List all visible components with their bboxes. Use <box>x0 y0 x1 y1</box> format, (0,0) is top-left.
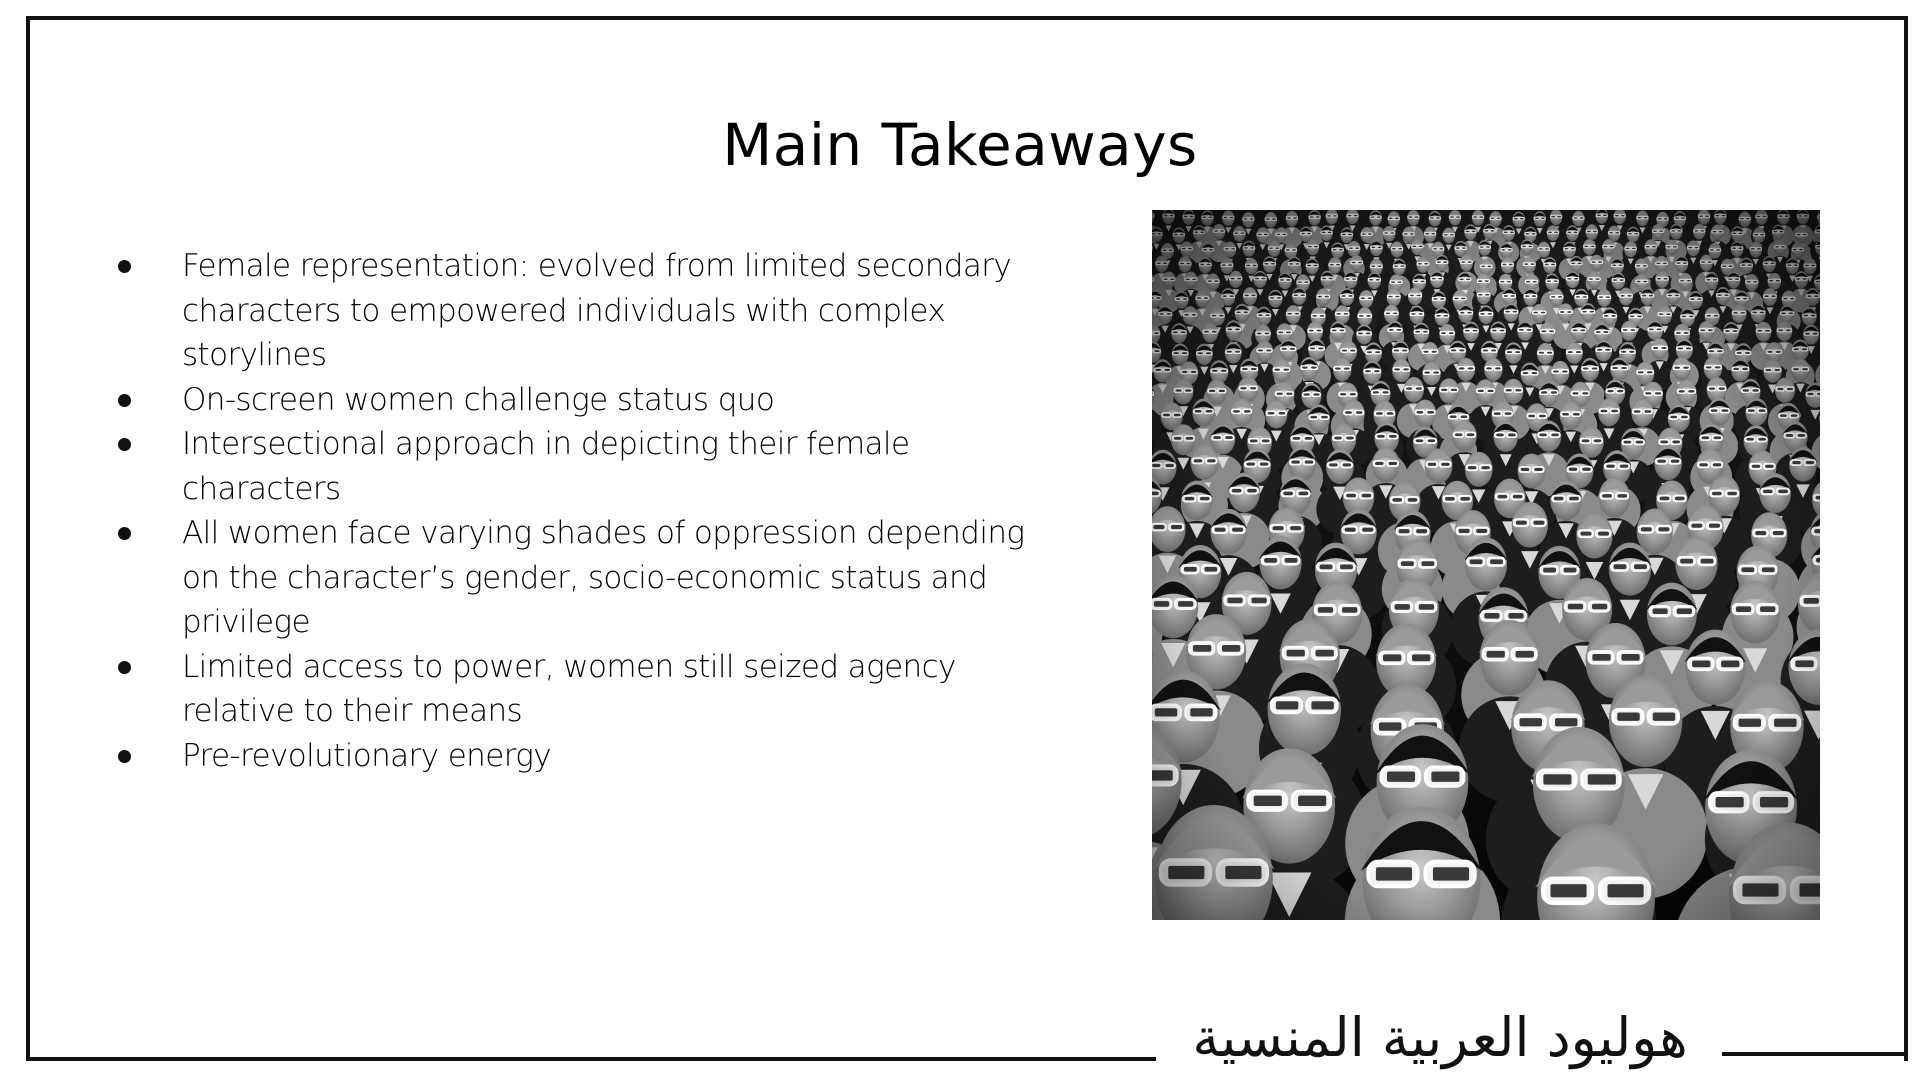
bullet-dot-icon <box>118 661 131 674</box>
bullet-item <box>110 645 1070 734</box>
bullet-text: Pre-revolutionary energy <box>182 738 551 774</box>
bullet-dot-icon <box>118 260 131 273</box>
bullet-dot-icon <box>118 527 131 540</box>
slide-title: Main Takeaways <box>0 110 1920 180</box>
bullet-item <box>110 244 1070 378</box>
frame-bottom-left-line <box>26 1057 1156 1061</box>
photo-image <box>1152 210 1820 920</box>
bullet-text: Limited access to power, women still seized agency relative to their means <box>182 649 956 730</box>
frame-bottom-right-line <box>1722 1052 1908 1056</box>
bullet-dot-icon <box>118 394 131 407</box>
bullet-item <box>110 378 1070 423</box>
audience-3d-glasses-photo <box>1152 210 1820 920</box>
bullet-item <box>110 511 1070 645</box>
bullet-item <box>110 734 1070 779</box>
bullet-dot-icon <box>118 438 131 451</box>
bullet-text: Intersectional approach in depicting their female characters <box>182 426 909 507</box>
bullet-item <box>110 422 1070 511</box>
footer-arabic-title: هوليود العربية المنسية <box>1160 1000 1720 1076</box>
bullet-dot-icon <box>118 750 131 763</box>
frame-top-line <box>26 16 1908 20</box>
bullet-text: All women face varying shades of oppression depending on the character’s gender, socio-economic status and privilege <box>182 515 1024 640</box>
bullet-list <box>110 244 1070 778</box>
bullet-text: On-screen women challenge status quo <box>182 382 774 418</box>
bullet-text: Female representation: evolved from limited secondary characters to empowered individuals with complex storylines <box>182 248 1011 373</box>
